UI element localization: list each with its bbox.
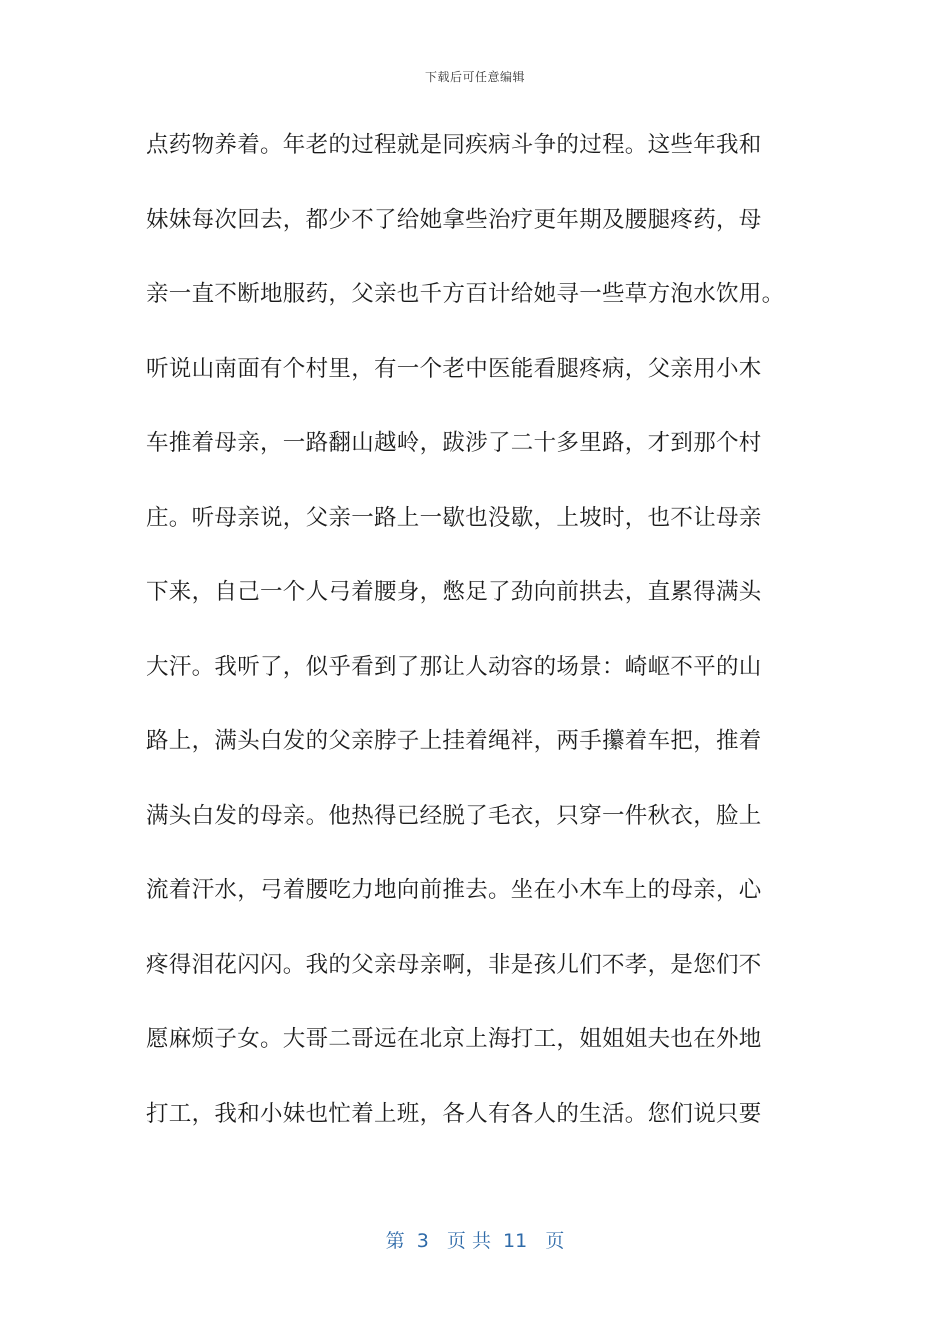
text-line: 打工，我和小妹也忙着上班，各人有各人的生活。您们说只要 — [146, 1100, 762, 1127]
text-line: 点药物养着。年老的过程就是同疾病斗争的过程。这些年我和 — [146, 132, 762, 158]
text-line: 庄。听母亲说，父亲一路上一歇也没歇，上坡时，也不让母亲 — [146, 504, 762, 531]
text-line: 大汗。我听了，似乎看到了那让人动容的场景：崎岖不平的山 — [146, 653, 762, 680]
text-line: 听说山南面有个村里，有一个老中医能看腿疼病，父亲用小木 — [146, 355, 762, 382]
text-line: 路上，满头白发的父亲脖子上挂着绳袢，两手攥着车把，推着 — [146, 728, 762, 754]
download-note: 下载后可任意编辑 — [424, 70, 525, 84]
text-line: 愿麻烦子女。大哥二哥远在北京上海打工，姐姐姐夫也在外地 — [146, 1026, 762, 1052]
text-line: 妹妹每次回去，都少不了给她拿些治疗更年期及腰腿疼药，母 — [146, 206, 762, 233]
text-line: 疼得泪花闪闪。我的父亲母亲啊，非是孩儿们不孝，是您们不 — [146, 951, 762, 978]
text-line: 亲一直不断地服药，父亲也千方百计给她寻一些草方泡水饮用。 — [146, 281, 785, 307]
document-body — [146, 118, 806, 1161]
text-line: 车推着母亲，一路翻山越岭，跋涉了二十多里路，才到那个村 — [146, 430, 762, 456]
text-line: 下来，自己一个人弓着腰身，憋足了劲向前拱去，直累得满头 — [146, 579, 762, 605]
text-line: 满头白发的母亲。他热得已经脱了毛衣，只穿一件秋衣，脸上 — [146, 802, 762, 829]
page-number: 第 3 页 共 11 页 — [385, 1230, 565, 1252]
text-line: 流着汗水，弓着腰吃力地向前推去。坐在小木车上的母亲，心 — [146, 877, 762, 903]
